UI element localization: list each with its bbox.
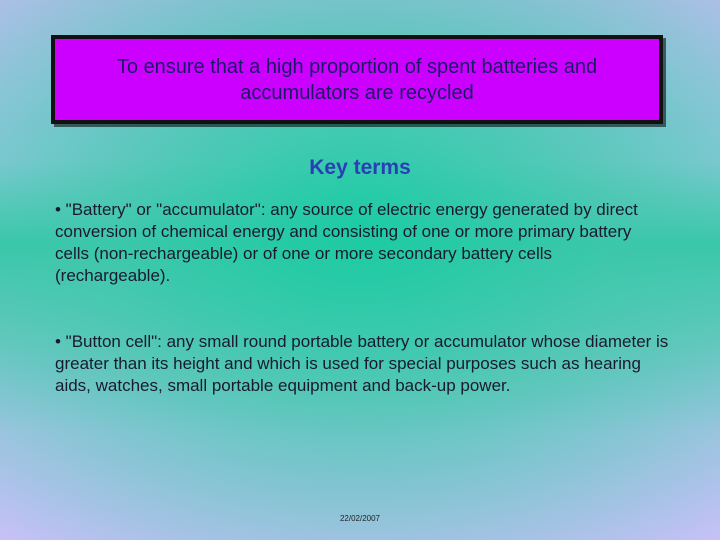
title-box xyxy=(51,35,663,124)
slide-title: To ensure that a high proportion of spent batteries and accumulators are recycled xyxy=(116,55,598,104)
section-heading: Key terms xyxy=(309,156,411,179)
footer-date: 22/02/2007 xyxy=(339,514,381,523)
definition-battery: • "Battery" or "accumulator": any source of electric energy generated by direct conversion of chemical energy and consisting of one or more primary battery cells (non-rechargeable) or of one or more secondary battery cells (rechargeable). xyxy=(55,200,638,285)
definition-button-cell: • "Button cell": any small round portable battery or accumulator whose diameter is greater than its height and which is used for special purposes such as hearing aids, watches, small portable equipment and back-up power. xyxy=(55,332,669,395)
